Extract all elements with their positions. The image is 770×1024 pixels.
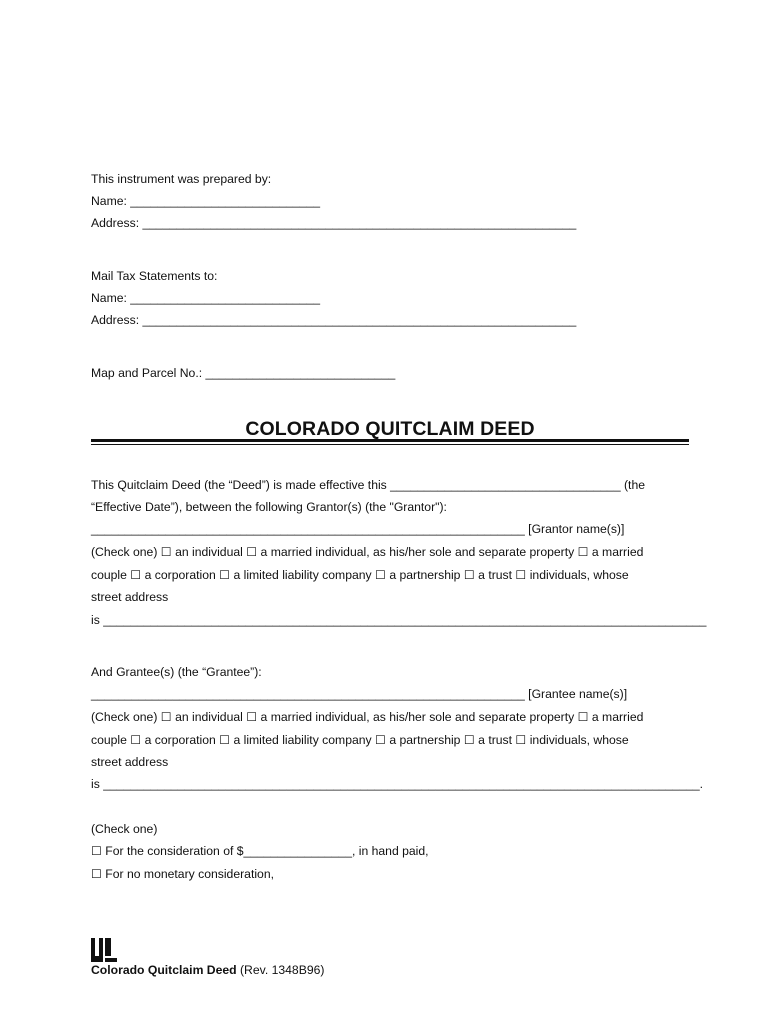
grantor-line-1[interactable]: This Quitclaim Deed (the “Deed”) is made effective this __________________________________ (the [91, 478, 646, 492]
consideration-amount-option[interactable]: ☐ For the consideration of $________________, in hand paid, [91, 844, 429, 858]
prepared-by-heading: This instrument was prepared by: [91, 172, 272, 186]
prepared-by-address-field[interactable]: Address: ________________________________________________________________ [91, 216, 577, 230]
footer-revision: (Rev. 1348B96) [236, 963, 325, 977]
grantor-name-field[interactable]: ________________________________________________________________ [Grantor name(s)] [91, 522, 625, 536]
grantor-street-address-label: street address [91, 590, 169, 604]
grantee-type-options-2[interactable]: couple ☐ a corporation ☐ a limited liability company ☐ a partnership ☐ a trust ☐ individuals, whose [91, 733, 629, 747]
grantor-address-field[interactable]: is _________________________________________________________________________________________ [91, 613, 707, 627]
prepared-by-name-field[interactable]: Name: ____________________________ [91, 194, 321, 208]
grantor-line-2: “Effective Date”), between the following Grantor(s) (the "Grantor"): [91, 500, 447, 514]
consideration-none-option[interactable]: ☐ For no monetary consideration, [91, 867, 274, 881]
footer [91, 962, 324, 978]
grantee-type-options-1[interactable]: (Check one) ☐ an individual ☐ a married individual, as his/her sole and separate property ☐ a married [91, 710, 644, 724]
footer-doc-name: Colorado Quitclaim Deed [91, 963, 237, 977]
grantee-address-field[interactable]: is ________________________________________________________________________________________. [91, 777, 704, 791]
legal-templates-logo-icon [91, 938, 117, 962]
title-rule-thin [91, 444, 689, 445]
mail-tax-address-field[interactable]: Address: ________________________________________________________________ [91, 313, 577, 327]
grantee-street-address-label: street address [91, 755, 169, 769]
consideration-heading: (Check one) [91, 822, 158, 836]
grantor-type-options-1[interactable]: (Check one) ☐ an individual ☐ a married individual, as his/her sole and separate property ☐ a married [91, 545, 644, 559]
document-title: COLORADO QUITCLAIM DEED [245, 418, 535, 440]
mail-tax-name-field[interactable]: Name: ____________________________ [91, 291, 321, 305]
grantee-heading: And Grantee(s) (the “Grantee”): [91, 665, 262, 679]
mail-tax-heading: Mail Tax Statements to: [91, 269, 218, 283]
grantee-name-field[interactable]: ________________________________________________________________ [Grantee name(s)] [91, 687, 628, 701]
map-parcel-field[interactable]: Map and Parcel No.: ____________________________ [91, 366, 396, 380]
grantor-type-options-2[interactable]: couple ☐ a corporation ☐ a limited liability company ☐ a partnership ☐ a trust ☐ individuals, whose [91, 568, 629, 582]
title-rule [91, 439, 689, 442]
